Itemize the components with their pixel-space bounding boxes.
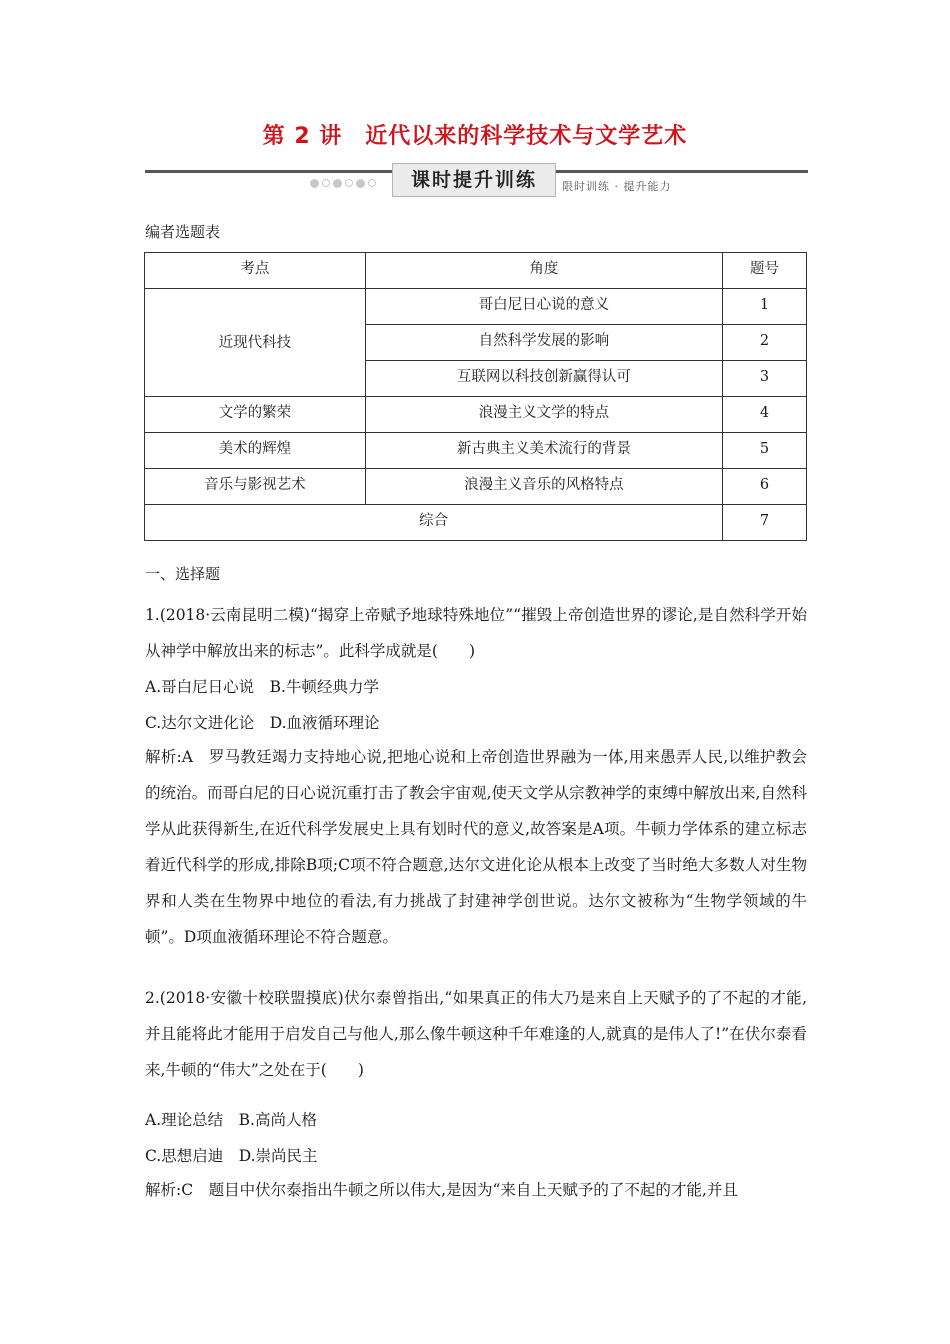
number-cell: 3 (723, 361, 807, 397)
angle-cell: 浪漫主义文学的特点 (365, 397, 722, 433)
topic-cell: 近现代科技 (145, 289, 366, 397)
topic-cell: 文学的繁荣 (145, 397, 366, 433)
selection-table (144, 252, 807, 541)
table-summary-row (145, 505, 807, 541)
number-cell: 2 (723, 325, 807, 361)
topic-cell: 美术的辉煌 (145, 433, 366, 469)
dot-icon (345, 179, 353, 187)
table-row (145, 433, 807, 469)
number-cell: 1 (723, 289, 807, 325)
number-cell: 5 (723, 433, 807, 469)
column-header: 考点 (145, 253, 366, 289)
dot-icon (310, 179, 319, 188)
table-row (145, 397, 807, 433)
dot-icon (322, 179, 330, 187)
section-title: 一、选择题 (145, 565, 221, 583)
topic-cell: 音乐与影视艺术 (145, 469, 366, 505)
summary-label-cell: 综合 (145, 505, 723, 541)
column-header: 角度 (365, 253, 722, 289)
dot-icon (333, 179, 342, 188)
angle-cell: 自然科学发展的影响 (365, 325, 722, 361)
number-cell: 4 (723, 397, 807, 433)
question-2-stem: 2.(2018·安徽十校联盟摸底)伏尔泰曾指出,“如果真正的伟大乃是来自上天赋予的了不起的才能,并且能将此才能用于启发自己与他人,那么像牛顿这种千年难逢的人,就真的是伟人了!”在伏尔泰看来,牛顿的“伟大”之处在于( ) (145, 989, 807, 1079)
angle-cell: 哥白尼日心说的意义 (365, 289, 722, 325)
number-cell: 6 (723, 469, 807, 505)
angle-cell: 新古典主义美术流行的背景 (365, 433, 722, 469)
question-1-options-ab: A.哥白尼日心说 B.牛顿经典力学 (145, 678, 379, 696)
dot-icon (368, 179, 376, 187)
table-row (145, 469, 807, 505)
question-1-stem: 1.(2018·云南昆明二模)“揭穿上帝赋予地球特殊地位”“摧毁上帝创造世界的谬论,是自然科学开始从神学中解放出来的标志”。此科学成就是( ) (145, 606, 807, 660)
question-2-analysis: 解析:C 题目中伏尔泰指出牛顿之所以伟大,是因为“来自上天赋予的了不起的才能,并且 (145, 1181, 738, 1199)
banner-label: 课时提升训练 (392, 163, 556, 197)
table-row (145, 289, 807, 325)
dot-icon (356, 179, 365, 188)
angle-cell: 互联网以科技创新赢得认可 (365, 361, 722, 397)
question-2-options-cd: C.思想启迪 D.崇尚民主 (145, 1147, 318, 1165)
question-1-analysis: 解析:A 罗马教廷竭力支持地心说,把地心说和上帝创造世界融为一体,用来愚弄人民,以维护教会的统治。而哥白尼的日心说沉重打击了教会宇宙观,使天文学从宗教神学的束缚中解放出来,自然科学从此获得新生,在近代科学发展史上具有划时代的意义,故答案是A项。牛顿力学体系的建立标志着近代科学的形成,排除B项;C项不符合题意,达尔文进化论从根本上改变了当时绝大多数人对生物界和人类在生物界中地位的看法,有力挑战了封建神学创世说。达尔文被称为“生物学领域的牛顿”。D项血液循环理论不符合题意。 (145, 748, 807, 946)
question-2-options-ab: A.理论总结 B.高尚人格 (145, 1111, 317, 1129)
banner-subtitle: 限时训练 · 提升能力 (562, 180, 672, 193)
question-1-options-cd: C.达尔文进化论 D.血液循环理论 (145, 714, 380, 732)
column-header: 题号 (723, 253, 807, 289)
angle-cell: 浪漫主义音乐的风格特点 (365, 469, 722, 505)
page-title: 第 2 讲 近代以来的科学技术与文学艺术 (262, 124, 688, 149)
table-header-row (145, 253, 807, 289)
table-caption: 编者选题表 (145, 223, 221, 241)
banner-dots (310, 179, 379, 189)
number-cell: 7 (723, 505, 807, 541)
